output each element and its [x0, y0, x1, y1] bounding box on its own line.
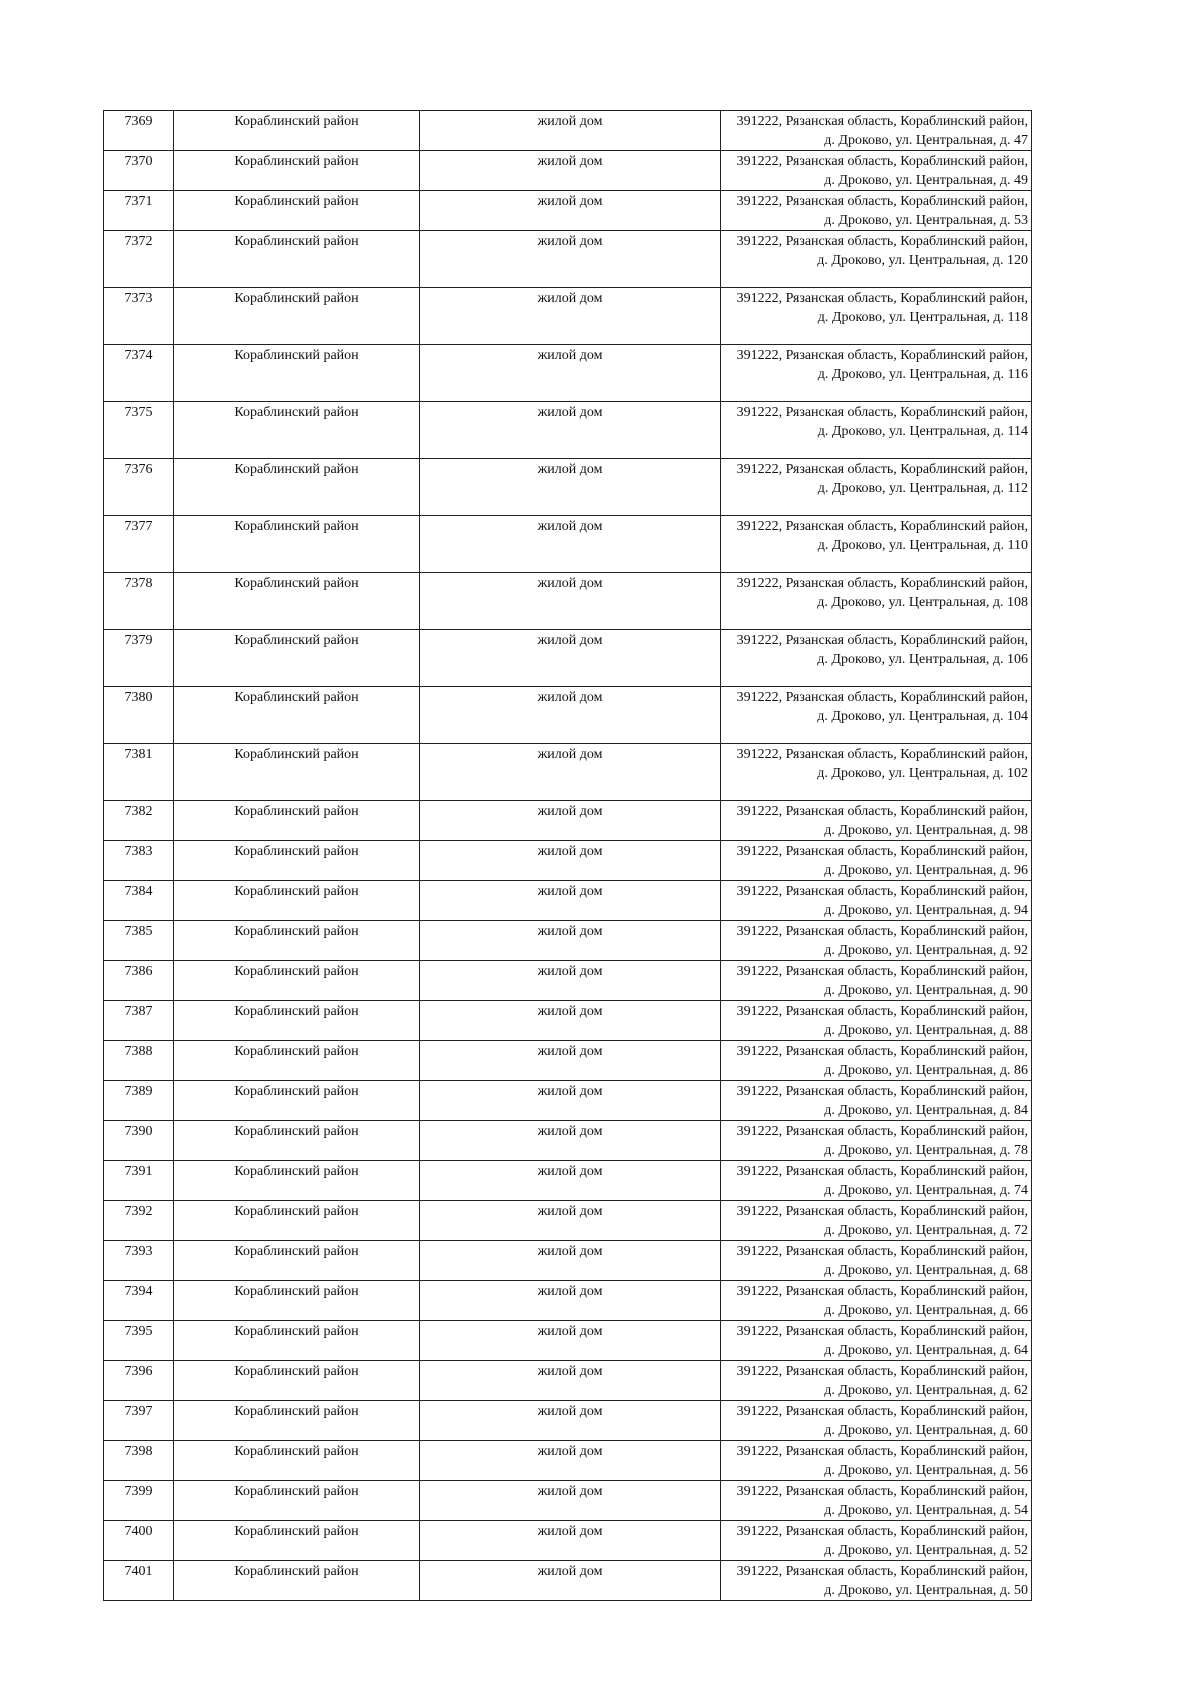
district-cell: Кораблинский район	[174, 687, 420, 744]
address-line-1: 391222, Рязанская область, Кораблинский район,	[736, 1204, 1028, 1219]
table-row	[104, 841, 1032, 881]
row-number-cell: 7397	[104, 1401, 174, 1441]
object-type-cell: жилой дом	[420, 1401, 721, 1441]
address-line-2: д. Дроково, ул. Центральная, д. 118	[817, 310, 1028, 325]
row-number-cell: 7376	[104, 459, 174, 516]
table-row	[104, 744, 1032, 801]
address-cell	[721, 1081, 1032, 1121]
address-line-1: 391222, Рязанская область, Кораблинский район,	[736, 844, 1028, 859]
district-cell: Кораблинский район	[174, 1401, 420, 1441]
row-number-cell: 7380	[104, 687, 174, 744]
row-number-cell: 7400	[104, 1521, 174, 1561]
address-line-2: д. Дроково, ул. Центральная, д. 49	[824, 173, 1028, 188]
address-line-1: 391222, Рязанская область, Кораблинский район,	[736, 114, 1028, 129]
district-cell: Кораблинский район	[174, 459, 420, 516]
object-type-cell: жилой дом	[420, 1241, 721, 1281]
row-number-cell: 7393	[104, 1241, 174, 1281]
address-line-1: 391222, Рязанская область, Кораблинский район,	[736, 804, 1028, 819]
table-row	[104, 1081, 1032, 1121]
row-number-cell: 7396	[104, 1361, 174, 1401]
district-cell: Кораблинский район	[174, 1241, 420, 1281]
row-number-cell: 7398	[104, 1441, 174, 1481]
row-number-cell: 7401	[104, 1561, 174, 1601]
object-type-cell: жилой дом	[420, 573, 721, 630]
address-line-1: 391222, Рязанская область, Кораблинский район,	[736, 633, 1028, 648]
district-cell: Кораблинский район	[174, 744, 420, 801]
object-type-cell: жилой дом	[420, 801, 721, 841]
object-type-cell: жилой дом	[420, 231, 721, 288]
address-line-1: 391222, Рязанская область, Кораблинский район,	[736, 1444, 1028, 1459]
row-number-cell: 7379	[104, 630, 174, 687]
address-cell	[721, 841, 1032, 881]
address-line-2: д. Дроково, ул. Центральная, д. 64	[824, 1343, 1028, 1358]
object-type-cell: жилой дом	[420, 459, 721, 516]
row-number-cell: 7369	[104, 111, 174, 151]
address-cell	[721, 459, 1032, 516]
address-line-2: д. Дроково, ул. Центральная, д. 53	[824, 213, 1028, 228]
address-cell	[721, 402, 1032, 459]
object-type-cell: жилой дом	[420, 345, 721, 402]
row-number-cell: 7385	[104, 921, 174, 961]
district-cell: Кораблинский район	[174, 1201, 420, 1241]
address-line-2: д. Дроково, ул. Центральная, д. 50	[824, 1583, 1028, 1598]
object-type-cell: жилой дом	[420, 1081, 721, 1121]
row-number-cell: 7391	[104, 1161, 174, 1201]
district-cell: Кораблинский район	[174, 151, 420, 191]
address-line-1: 391222, Рязанская область, Кораблинский район,	[736, 1524, 1028, 1539]
address-line-2: д. Дроково, ул. Центральная, д. 74	[824, 1183, 1028, 1198]
table-row	[104, 881, 1032, 921]
address-line-2: д. Дроково, ул. Центральная, д. 106	[817, 652, 1028, 667]
address-line-2: д. Дроково, ул. Центральная, д. 78	[824, 1143, 1028, 1158]
address-line-1: 391222, Рязанская область, Кораблинский район,	[736, 194, 1028, 209]
address-line-2: д. Дроково, ул. Центральная, д. 88	[824, 1023, 1028, 1038]
address-cell	[721, 630, 1032, 687]
table-row	[104, 687, 1032, 744]
object-type-cell: жилой дом	[420, 1121, 721, 1161]
row-number-cell: 7370	[104, 151, 174, 191]
address-line-2: д. Дроково, ул. Центральная, д. 120	[817, 253, 1028, 268]
table-row	[104, 1201, 1032, 1241]
address-cell	[721, 516, 1032, 573]
object-type-cell: жилой дом	[420, 1041, 721, 1081]
address-cell	[721, 921, 1032, 961]
address-cell	[721, 1441, 1032, 1481]
district-cell: Кораблинский район	[174, 111, 420, 151]
object-type-cell: жилой дом	[420, 288, 721, 345]
address-line-1: 391222, Рязанская область, Кораблинский район,	[736, 1164, 1028, 1179]
address-line-1: 391222, Рязанская область, Кораблинский район,	[736, 1044, 1028, 1059]
buildings-table	[103, 110, 1032, 1601]
object-type-cell: жилой дом	[420, 516, 721, 573]
address-line-1: 391222, Рязанская область, Кораблинский район,	[736, 964, 1028, 979]
address-line-1: 391222, Рязанская область, Кораблинский район,	[736, 690, 1028, 705]
address-cell	[721, 881, 1032, 921]
address-cell	[721, 744, 1032, 801]
address-line-1: 391222, Рязанская область, Кораблинский район,	[736, 1364, 1028, 1379]
address-cell	[721, 191, 1032, 231]
address-line-2: д. Дроково, ул. Центральная, д. 66	[824, 1303, 1028, 1318]
address-line-1: 391222, Рязанская область, Кораблинский район,	[736, 405, 1028, 420]
address-line-1: 391222, Рязанская область, Кораблинский район,	[736, 1404, 1028, 1419]
table-body	[104, 111, 1032, 1601]
row-number-cell: 7386	[104, 961, 174, 1001]
object-type-cell: жилой дом	[420, 1361, 721, 1401]
address-cell	[721, 151, 1032, 191]
address-line-1: 391222, Рязанская область, Кораблинский район,	[736, 747, 1028, 762]
row-number-cell: 7373	[104, 288, 174, 345]
object-type-cell: жилой дом	[420, 1281, 721, 1321]
address-line-2: д. Дроково, ул. Центральная, д. 98	[824, 823, 1028, 838]
district-cell: Кораблинский район	[174, 402, 420, 459]
table-row	[104, 1041, 1032, 1081]
address-cell	[721, 1361, 1032, 1401]
address-cell	[721, 1561, 1032, 1601]
row-number-cell: 7399	[104, 1481, 174, 1521]
table-row	[104, 1481, 1032, 1521]
table-row	[104, 1441, 1032, 1481]
table-row	[104, 151, 1032, 191]
address-cell	[721, 288, 1032, 345]
district-cell: Кораблинский район	[174, 1281, 420, 1321]
row-number-cell: 7371	[104, 191, 174, 231]
object-type-cell: жилой дом	[420, 1481, 721, 1521]
address-line-1: 391222, Рязанская область, Кораблинский район,	[736, 576, 1028, 591]
district-cell: Кораблинский район	[174, 345, 420, 402]
address-line-1: 391222, Рязанская область, Кораблинский район,	[736, 1084, 1028, 1099]
address-cell	[721, 1201, 1032, 1241]
row-number-cell: 7395	[104, 1321, 174, 1361]
address-line-2: д. Дроково, ул. Центральная, д. 116	[817, 367, 1028, 382]
address-line-2: д. Дроково, ул. Центральная, д. 112	[817, 481, 1028, 496]
district-cell: Кораблинский район	[174, 516, 420, 573]
address-line-1: 391222, Рязанская область, Кораблинский район,	[736, 1564, 1028, 1579]
district-cell: Кораблинский район	[174, 1041, 420, 1081]
address-line-2: д. Дроково, ул. Центральная, д. 104	[817, 709, 1028, 724]
row-number-cell: 7377	[104, 516, 174, 573]
address-cell	[721, 573, 1032, 630]
district-cell: Кораблинский район	[174, 1481, 420, 1521]
address-cell	[721, 801, 1032, 841]
address-cell	[721, 1281, 1032, 1321]
address-line-2: д. Дроково, ул. Центральная, д. 56	[824, 1463, 1028, 1478]
row-number-cell: 7388	[104, 1041, 174, 1081]
address-cell	[721, 1481, 1032, 1521]
table-row	[104, 1521, 1032, 1561]
object-type-cell: жилой дом	[420, 402, 721, 459]
object-type-cell: жилой дом	[420, 961, 721, 1001]
district-cell: Кораблинский район	[174, 961, 420, 1001]
address-line-1: 391222, Рязанская область, Кораблинский район,	[736, 1004, 1028, 1019]
district-cell: Кораблинский район	[174, 881, 420, 921]
table-row	[104, 402, 1032, 459]
address-line-2: д. Дроково, ул. Центральная, д. 60	[824, 1423, 1028, 1438]
address-cell	[721, 1041, 1032, 1081]
object-type-cell: жилой дом	[420, 921, 721, 961]
table-row	[104, 1161, 1032, 1201]
district-cell: Кораблинский район	[174, 630, 420, 687]
address-line-2: д. Дроково, ул. Центральная, д. 96	[824, 863, 1028, 878]
table-row	[104, 288, 1032, 345]
district-cell: Кораблинский район	[174, 1441, 420, 1481]
address-line-2: д. Дроково, ул. Центральная, д. 94	[824, 903, 1028, 918]
table-row	[104, 111, 1032, 151]
address-line-1: 391222, Рязанская область, Кораблинский район,	[736, 519, 1028, 534]
object-type-cell: жилой дом	[420, 1321, 721, 1361]
row-number-cell: 7381	[104, 744, 174, 801]
table-row	[104, 1001, 1032, 1041]
address-cell	[721, 1241, 1032, 1281]
district-cell: Кораблинский район	[174, 288, 420, 345]
object-type-cell: жилой дом	[420, 1561, 721, 1601]
district-cell: Кораблинский район	[174, 921, 420, 961]
address-line-1: 391222, Рязанская область, Кораблинский район,	[736, 348, 1028, 363]
row-number-cell: 7382	[104, 801, 174, 841]
address-line-2: д. Дроково, ул. Центральная, д. 62	[824, 1383, 1028, 1398]
object-type-cell: жилой дом	[420, 630, 721, 687]
row-number-cell: 7394	[104, 1281, 174, 1321]
row-number-cell: 7384	[104, 881, 174, 921]
district-cell: Кораблинский район	[174, 1361, 420, 1401]
table-row	[104, 1401, 1032, 1441]
address-line-1: 391222, Рязанская область, Кораблинский район,	[736, 884, 1028, 899]
address-line-1: 391222, Рязанская область, Кораблинский район,	[736, 924, 1028, 939]
address-cell	[721, 231, 1032, 288]
address-line-1: 391222, Рязанская область, Кораблинский район,	[736, 462, 1028, 477]
address-line-2: д. Дроково, ул. Центральная, д. 84	[824, 1103, 1028, 1118]
row-number-cell: 7392	[104, 1201, 174, 1241]
table-row	[104, 1121, 1032, 1161]
table-row	[104, 516, 1032, 573]
address-line-1: 391222, Рязанская область, Кораблинский район,	[736, 1484, 1028, 1499]
table-row	[104, 1361, 1032, 1401]
object-type-cell: жилой дом	[420, 151, 721, 191]
table-row	[104, 231, 1032, 288]
table-row	[104, 1241, 1032, 1281]
address-line-2: д. Дроково, ул. Центральная, д. 90	[824, 983, 1028, 998]
table-row	[104, 630, 1032, 687]
address-line-2: д. Дроково, ул. Центральная, д. 110	[817, 538, 1028, 553]
object-type-cell: жилой дом	[420, 1201, 721, 1241]
row-number-cell: 7375	[104, 402, 174, 459]
address-line-1: 391222, Рязанская область, Кораблинский район,	[736, 1124, 1028, 1139]
object-type-cell: жилой дом	[420, 1521, 721, 1561]
row-number-cell: 7390	[104, 1121, 174, 1161]
address-line-1: 391222, Рязанская область, Кораблинский район,	[736, 234, 1028, 249]
address-line-2: д. Дроково, ул. Центральная, д. 114	[817, 424, 1028, 439]
district-cell: Кораблинский район	[174, 573, 420, 630]
object-type-cell: жилой дом	[420, 687, 721, 744]
table-row	[104, 1561, 1032, 1601]
address-line-2: д. Дроково, ул. Центральная, д. 108	[817, 595, 1028, 610]
address-line-1: 391222, Рязанская область, Кораблинский район,	[736, 1244, 1028, 1259]
address-line-2: д. Дроково, ул. Центральная, д. 68	[824, 1263, 1028, 1278]
table-row	[104, 1281, 1032, 1321]
table-row	[104, 573, 1032, 630]
table-row	[104, 459, 1032, 516]
object-type-cell: жилой дом	[420, 111, 721, 151]
object-type-cell: жилой дом	[420, 1161, 721, 1201]
table-row	[104, 345, 1032, 402]
table-row	[104, 801, 1032, 841]
address-cell	[721, 1521, 1032, 1561]
district-cell: Кораблинский район	[174, 1081, 420, 1121]
row-number-cell: 7374	[104, 345, 174, 402]
object-type-cell: жилой дом	[420, 1441, 721, 1481]
address-line-2: д. Дроково, ул. Центральная, д. 52	[824, 1543, 1028, 1558]
row-number-cell: 7383	[104, 841, 174, 881]
row-number-cell: 7372	[104, 231, 174, 288]
district-cell: Кораблинский район	[174, 231, 420, 288]
district-cell: Кораблинский район	[174, 1161, 420, 1201]
address-cell	[721, 111, 1032, 151]
table-row	[104, 961, 1032, 1001]
address-line-1: 391222, Рязанская область, Кораблинский район,	[736, 154, 1028, 169]
table-row	[104, 921, 1032, 961]
address-line-1: 391222, Рязанская область, Кораблинский район,	[736, 1284, 1028, 1299]
district-cell: Кораблинский район	[174, 1561, 420, 1601]
district-cell: Кораблинский район	[174, 841, 420, 881]
row-number-cell: 7387	[104, 1001, 174, 1041]
address-cell	[721, 1161, 1032, 1201]
address-line-2: д. Дроково, ул. Центральная, д. 86	[824, 1063, 1028, 1078]
district-cell: Кораблинский район	[174, 1121, 420, 1161]
object-type-cell: жилой дом	[420, 191, 721, 231]
district-cell: Кораблинский район	[174, 1321, 420, 1361]
district-cell: Кораблинский район	[174, 191, 420, 231]
address-line-2: д. Дроково, ул. Центральная, д. 102	[817, 766, 1028, 781]
row-number-cell: 7378	[104, 573, 174, 630]
address-line-2: д. Дроково, ул. Центральная, д. 72	[824, 1223, 1028, 1238]
object-type-cell: жилой дом	[420, 1001, 721, 1041]
table-row	[104, 191, 1032, 231]
address-line-1: 391222, Рязанская область, Кораблинский район,	[736, 291, 1028, 306]
address-cell	[721, 687, 1032, 744]
table-row	[104, 1321, 1032, 1361]
address-cell	[721, 1321, 1032, 1361]
district-cell: Кораблинский район	[174, 1001, 420, 1041]
address-line-1: 391222, Рязанская область, Кораблинский район,	[736, 1324, 1028, 1339]
object-type-cell: жилой дом	[420, 841, 721, 881]
district-cell: Кораблинский район	[174, 1521, 420, 1561]
address-line-2: д. Дроково, ул. Центральная, д. 92	[824, 943, 1028, 958]
district-cell: Кораблинский район	[174, 801, 420, 841]
row-number-cell: 7389	[104, 1081, 174, 1121]
object-type-cell: жилой дом	[420, 881, 721, 921]
address-cell	[721, 1121, 1032, 1161]
address-cell	[721, 1001, 1032, 1041]
address-line-2: д. Дроково, ул. Центральная, д. 47	[824, 133, 1028, 148]
address-cell	[721, 345, 1032, 402]
address-cell	[721, 961, 1032, 1001]
address-cell	[721, 1401, 1032, 1441]
address-line-2: д. Дроково, ул. Центральная, д. 54	[824, 1503, 1028, 1518]
object-type-cell: жилой дом	[420, 744, 721, 801]
